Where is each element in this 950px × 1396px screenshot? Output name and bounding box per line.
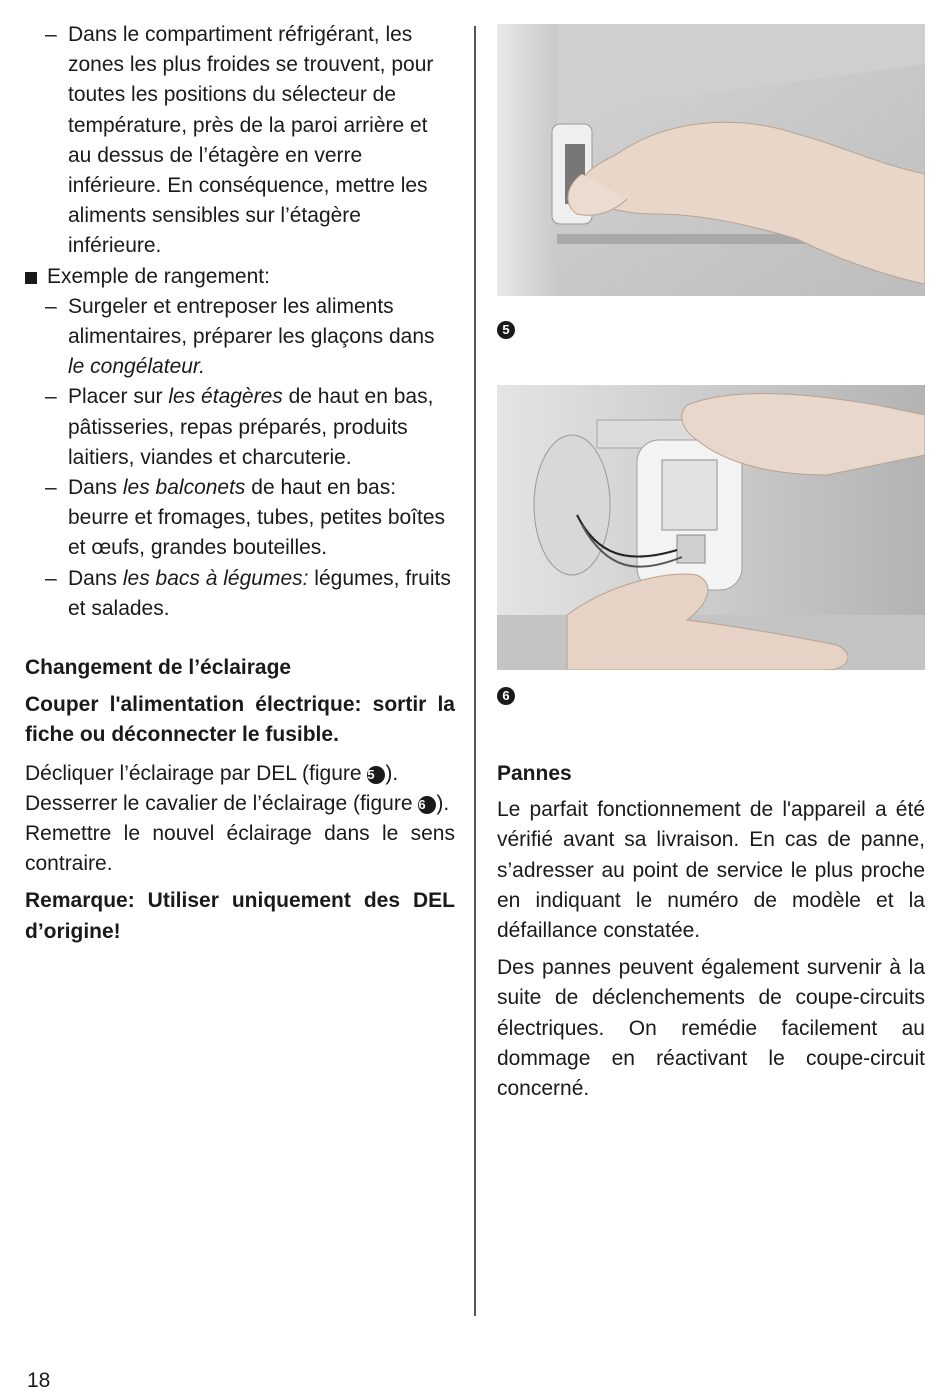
led-jumper-photo xyxy=(497,385,925,670)
faults-paragraph-1: Le parfait fonctionnement de l'appareil a été vérifié avant sa livraison. En cas de panne, s’adresser au point de service le plus proche en indiquant le numéro de modèle et la défaillance constatée. xyxy=(497,798,925,943)
storage-example-heading: Exemple de rangement: xyxy=(25,262,455,292)
step-2: Desserrer le cavalier de l’éclairage (figure 6 ). xyxy=(25,791,450,815)
square-bullet-icon xyxy=(25,272,37,284)
list-item-crisper: – Dans les bacs à légumes: légumes, fruits et salades. xyxy=(45,566,451,620)
list-item-door: – Dans les balconets de haut en bas: beurre et fromages, tubes, petites boîtes et œufs, grandes bouteilles. xyxy=(45,476,446,560)
figure-6-ref: 6 xyxy=(418,796,436,814)
figure-6-label: 6 xyxy=(497,680,515,710)
step-1: Décliquer l’éclairage par DEL (figure 5 ). xyxy=(25,761,399,785)
list-item-shelves: – Placer sur les étagères de haut en bas, pâtisseries, repas préparés, produits laitiers, viandes et charcuterie. xyxy=(45,385,434,469)
step-3: Remettre le nouvel éclairage dans le sens contraire. xyxy=(25,822,455,876)
faults-heading: Pannes xyxy=(497,762,572,785)
figure-5-label: 5 xyxy=(497,314,515,344)
faults-paragraph-2: Des pannes peuvent également survenir à la suite de déclenchements de coupe-circuits électriques. On remédie facilement au dommage en réactivant le coupe-circuit concerné. xyxy=(497,956,925,1101)
column-divider xyxy=(474,26,476,1316)
lighting-heading: Changement de l’éclairage xyxy=(25,656,292,680)
figure-6-photo xyxy=(497,385,925,670)
power-warning: Couper l'alimentation électrique: sortir la fiche ou déconnecter le fusible. xyxy=(25,693,455,747)
figure-5-photo xyxy=(497,24,925,296)
left-column xyxy=(25,20,455,947)
faults-section xyxy=(497,759,925,1104)
list-item: – Dans le compartiment réfrigérant, les zones les plus froides se trouvent, pour toutes les positions du sélecteur de température, près de la paroi arrière et au dessus de l’étagère en verre inférieure. En conséquence, mettre les aliments sensibles sur l’étagère inférieure. xyxy=(45,23,434,258)
led-removal-photo xyxy=(497,24,925,296)
note: Remarque: Utiliser uniquement des DEL d’origine! xyxy=(25,889,455,943)
list-item-text: Dans le compartiment réfrigérant, les zones les plus froides se trouvent, pour toutes les positions du sélecteur de température, près de la paroi arrière et au dessus de l’étagère en verre inférieure. En conséquence, mettre les aliments sensibles sur l’étagère inférieure. xyxy=(68,23,434,258)
figure-5-ref: 5 xyxy=(367,766,385,784)
list-item-freezer: – Surgeler et entreposer les aliments alimentaires, préparer les glaçons dans le congélateur. xyxy=(45,294,435,379)
page-number: 18 xyxy=(27,1369,51,1392)
